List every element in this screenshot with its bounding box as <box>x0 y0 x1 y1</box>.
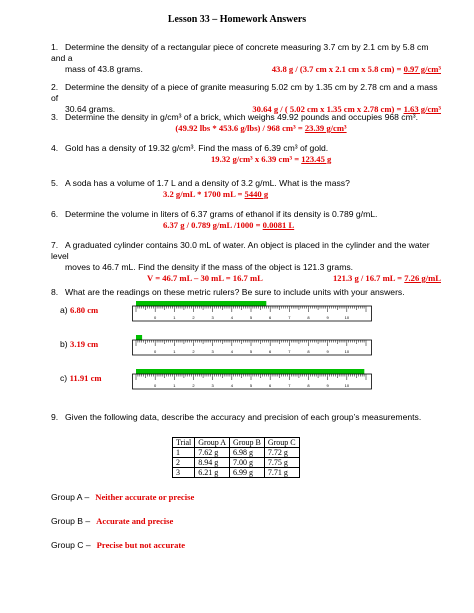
question-1 <box>51 42 441 75</box>
group-answer: Neither accurate or precise <box>95 492 195 502</box>
question-text: A graduated cylinder contains 30.0 mL of water. An object is placed in the cylinder and the water level <box>51 240 430 261</box>
ruler-number: 6 <box>269 383 272 388</box>
table-row <box>173 448 300 458</box>
table-header: Trial <box>173 438 195 448</box>
ruler-number: 4 <box>230 349 233 354</box>
ruler-row-a <box>60 300 460 322</box>
question-number: 8. <box>51 287 59 297</box>
table-cell: 7.00 g <box>230 458 265 468</box>
table-cell: 6.21 g <box>195 468 230 478</box>
ruler-answer: 3.19 cm <box>70 339 99 349</box>
question-text: Gold has a density of 19.32 g/cm³. Find the mass of 6.39 cm³ of gold. <box>65 143 329 153</box>
question-number: 6. <box>51 209 59 219</box>
question-text: Determine the volume in liters of 6.37 grams of ethanol if its density is 0.789 g/mL. <box>65 209 378 219</box>
metric-ruler <box>132 368 372 390</box>
question-number: 5. <box>51 178 59 188</box>
group-label: Group C – <box>51 540 91 550</box>
ruler-reading-bar <box>136 335 142 340</box>
answer-result: 123.45 g <box>301 154 332 164</box>
ruler-number: 3 <box>211 315 214 320</box>
question-number: 1. <box>51 42 59 52</box>
group-answer: Precise but not accurate <box>96 540 186 550</box>
ruler-number: 7 <box>288 349 291 354</box>
ruler-reading-bar <box>136 369 364 374</box>
ruler-number: 8 <box>307 315 310 320</box>
ruler-reading-bar <box>136 301 266 306</box>
ruler-number: 0 <box>154 349 157 354</box>
question-text: Determine the density of a piece of granite measuring 5.02 cm by 1.35 cm by 2.78 cm and a mass of <box>51 82 438 103</box>
ruler-number: 5 <box>249 349 253 354</box>
ruler-number: 4 <box>230 383 233 388</box>
table-cell: 2 <box>173 458 195 468</box>
table-cell: 8.94 g <box>195 458 230 468</box>
question-5 <box>51 178 441 200</box>
answer-result: 23.39 g/cm³ <box>304 123 347 133</box>
ruler-number: 1 <box>173 383 176 388</box>
question-text: Given the following data, describe the accuracy and precision of each group’s measurements. <box>65 412 422 422</box>
answer: 30.64 g / ( 5.02 cm x 1.35 cm x 2.78 cm) = 1.63 g/cm³ <box>252 104 441 114</box>
question-text: A soda has a volume of 1.7 L and a density of 3.2 g/mL. What is the mass? <box>65 178 350 188</box>
question-2 <box>51 82 441 115</box>
page-title: Lesson 33 – Homework Answers <box>167 14 307 25</box>
answer-result: 1.63 g/cm³ <box>403 104 441 114</box>
answer: 43.8 g / (3.7 cm x 2.1 cm x 5.8 cm) = 0.97 g/cm³ <box>271 64 441 74</box>
question-text-cont: moves to 46.7 mL. Find the density if the mass of the object is 121.3 grams. <box>65 262 354 272</box>
question-text: Determine the density of a rectangular piece of concrete measuring 3.7 cm by 2.1 cm by 5.8 cm and a <box>51 42 429 63</box>
question-text: Determine the density in g/cm³ of a brick, which weighs 49.92 pounds and occupies 968 cm³. <box>65 112 419 122</box>
question-text-cont: 30.64 grams. <box>65 104 116 114</box>
answer-volume: V = 46.7 mL – 30 mL = 16.7 mL <box>147 273 263 283</box>
answer-result: 5440 g <box>244 189 269 199</box>
ruler-number: 0 <box>154 315 157 320</box>
group-label: Group A – <box>51 492 90 502</box>
table-row <box>173 468 300 478</box>
table-header: Group C <box>264 438 299 448</box>
ruler-number: 8 <box>307 383 310 388</box>
ruler-number: 6 <box>269 349 272 354</box>
metric-ruler <box>132 334 372 356</box>
answer: 6.37 g / 0.789 g/mL /1000 = 0.0081 L <box>163 220 295 230</box>
ruler-row-c <box>60 368 460 390</box>
ruler-number: 3 <box>211 349 214 354</box>
ruler-number: 10 <box>344 315 350 320</box>
question-7 <box>51 240 441 284</box>
question-9 <box>51 412 441 423</box>
table-cell: 6.98 g <box>230 448 265 458</box>
ruler-answer: 11.91 cm <box>69 373 102 383</box>
ruler-number: 2 <box>192 349 195 354</box>
ruler-number: 1 <box>173 349 176 354</box>
ruler-number: 10 <box>344 349 350 354</box>
table-header-row <box>173 438 300 448</box>
ruler-number: 0 <box>154 383 157 388</box>
answer-result: 7.26 g/mL <box>404 273 441 283</box>
ruler-number: 10 <box>344 383 350 388</box>
ruler-row-b <box>60 334 460 356</box>
question-number: 9. <box>51 412 59 422</box>
question-3 <box>51 112 441 134</box>
ruler-label: a) 6.80 cm <box>60 305 99 315</box>
ruler-number: 8 <box>307 349 310 354</box>
table-cell: 7.71 g <box>264 468 299 478</box>
question-number: 3. <box>51 112 59 122</box>
question-text: What are the readings on these metric rulers? Be sure to include units with your answers. <box>65 287 405 297</box>
ruler-number: 3 <box>211 383 214 388</box>
ruler-number: 9 <box>326 349 329 354</box>
ruler-number: 9 <box>326 383 329 388</box>
measurement-table <box>172 437 300 478</box>
table-cell: 7.62 g <box>195 448 230 458</box>
question-number: 7. <box>51 240 59 250</box>
ruler-label: b) 3.19 cm <box>60 339 99 349</box>
table-header: Group A <box>195 438 230 448</box>
question-number: 2. <box>51 82 59 92</box>
question-4 <box>51 143 441 165</box>
group-answer: Accurate and precise <box>96 516 174 526</box>
ruler-number: 6 <box>269 315 272 320</box>
answer: 19.32 g/cm³ x 6.39 cm³ = 123.45 g <box>211 154 332 164</box>
group-b-answer <box>51 516 173 527</box>
table-cell: 7.72 g <box>264 448 299 458</box>
ruler-number: 5 <box>249 315 253 320</box>
question-text-cont: mass of 43.8 grams. <box>65 64 143 74</box>
ruler-number: 4 <box>230 315 233 320</box>
answer-result: 0.0081 L <box>262 220 295 230</box>
answer: 121.3 g / 16.7 mL = 7.26 g/mL <box>332 273 441 283</box>
group-a-answer <box>51 492 194 503</box>
ruler-number: 7 <box>288 315 291 320</box>
ruler-number: 2 <box>192 315 195 320</box>
question-number: 4. <box>51 143 59 153</box>
group-label: Group B – <box>51 516 91 526</box>
answer: 3.2 g/mL * 1700 mL = 5440 g <box>163 189 269 199</box>
metric-ruler <box>132 300 372 322</box>
answer: (49.92 lbs * 453.6 g/lbs) / 968 cm³ = 23.39 g/cm³ <box>175 123 347 133</box>
table-cell: 3 <box>173 468 195 478</box>
ruler-number: 9 <box>326 315 329 320</box>
ruler-number: 5 <box>249 383 253 388</box>
answer-result: 0.97 g/cm³ <box>403 64 441 74</box>
table-cell: 7.75 g <box>264 458 299 468</box>
question-8 <box>51 287 441 298</box>
table-row <box>173 458 300 468</box>
table-cell: 6.99 g <box>230 468 265 478</box>
ruler-label: c) 11.91 cm <box>60 373 102 383</box>
ruler-answer: 6.80 cm <box>70 305 99 315</box>
table-header: Group B <box>230 438 265 448</box>
question-6 <box>51 209 441 231</box>
ruler-number: 2 <box>192 383 195 388</box>
group-c-answer <box>51 540 185 551</box>
ruler-number: 1 <box>173 315 176 320</box>
ruler-number: 7 <box>288 383 291 388</box>
table-cell: 1 <box>173 448 195 458</box>
